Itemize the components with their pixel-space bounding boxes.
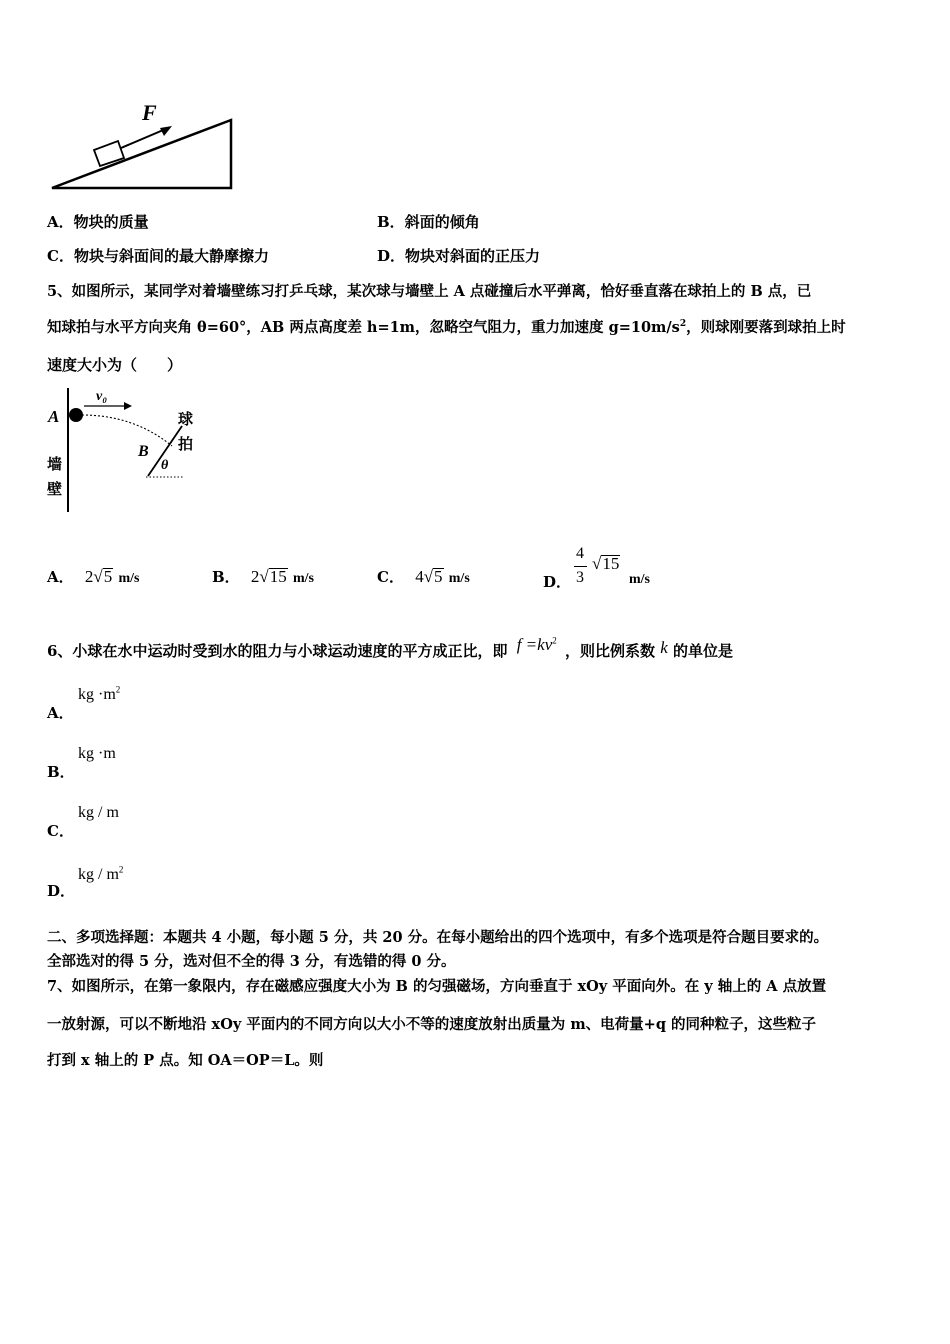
q7-line-3: 打到 x 轴上的 P 点。知 OA＝OP＝L。则 — [47, 1052, 324, 1069]
force-label: F — [142, 100, 157, 125]
option-letter: C． — [377, 568, 404, 586]
q6-text-mid: ，则比例系数 — [564, 642, 655, 660]
option-letter: B． — [47, 763, 75, 781]
option-text: 物块的质量 — [73, 213, 149, 231]
radicand: 5 — [434, 567, 443, 586]
option-letter: A． — [47, 213, 74, 231]
radicand: 15 — [269, 567, 287, 586]
option-text: 物块对斜面的正压力 — [405, 247, 541, 265]
unit-text: kg ·m — [78, 745, 116, 762]
label-v0: v₀ — [96, 389, 108, 404]
q4-option-c[interactable] — [47, 245, 269, 266]
q5-option-d-sqrt — [592, 554, 620, 574]
fraction-bar — [574, 566, 587, 567]
q5-option-d-letter[interactable]: D． — [543, 573, 572, 591]
v0-arrow-head — [124, 402, 132, 410]
q6-k: k — [660, 638, 668, 657]
unit-text: kg ·m — [78, 686, 116, 703]
option-coef: 4 — [415, 567, 424, 586]
label-theta: θ — [161, 458, 169, 473]
incline-figure — [44, 98, 244, 194]
radicand: 5 — [103, 567, 113, 586]
q6-text-pre: 6、小球在水中运动时受到水的阻力与小球运动速度的平方成正比，即 — [47, 642, 508, 660]
force-arrow-shaft — [121, 128, 168, 148]
option-unit — [78, 866, 123, 884]
ping-pong-figure — [44, 384, 204, 516]
section2-line-2: 全部选对的得 5 分，选对但不全的得 3 分，有选错的得 0 分。 — [47, 953, 456, 970]
q5-option-d-denominator: 3 — [576, 569, 584, 586]
q4-option-b[interactable] — [377, 211, 480, 232]
option-text: 斜面的倾角 — [404, 213, 480, 231]
q6-text-post: 的单位是 — [673, 642, 734, 660]
option-unit: m/s — [118, 571, 140, 586]
option-unit — [78, 745, 116, 763]
section2-line-1: 二、多项选择题：本题共 4 小题，每小题 5 分，共 20 分。在每小题给出的四个选项中，有多个选项是符合题目要求的。 — [47, 929, 829, 946]
q5-line-2 — [47, 316, 846, 337]
q5-option-d-unit: m/s — [629, 572, 650, 587]
q6-formula-sup: 2 — [552, 635, 557, 646]
trajectory — [82, 415, 172, 446]
label-b: B — [138, 443, 149, 460]
force-arrow-head — [160, 126, 172, 136]
q5-line-2-post: ，则球刚要落到球拍上时 — [686, 319, 846, 336]
label-racket-2: 拍 — [178, 435, 194, 453]
q6-formula-f: f — [516, 635, 522, 654]
option-unit: m/s — [448, 571, 470, 586]
q4-option-a[interactable] — [47, 211, 149, 232]
q5-option-c[interactable] — [377, 566, 470, 587]
q5-line-1: 5、如图所示，某同学对着墙壁练习打乒乓球，某次球与墙壁上 A 点碰撞后水平弹离，恰好垂直落在球拍上的 B 点，已 — [47, 283, 812, 300]
q7-line-1: 7、如图所示，在第一象限内，存在磁感应强度大小为 B 的匀强磁场，方向垂直于 xOy 平面向外。在 y 轴上的 A 点放置 — [47, 978, 827, 995]
label-wall-1: 墙 — [47, 455, 63, 473]
incline-triangle — [52, 120, 231, 188]
option-letter: B． — [377, 213, 405, 231]
option-letter: B． — [212, 568, 240, 586]
option-letter: A． — [47, 704, 74, 722]
label-wall-2: 壁 — [47, 480, 63, 498]
q5-option-b[interactable] — [212, 566, 314, 587]
q5-line-2-sup: 2 — [679, 319, 687, 330]
ball — [69, 408, 83, 422]
option-letter: C． — [47, 822, 74, 840]
q6-stem — [47, 635, 734, 661]
unit-sup: 2 — [115, 684, 121, 695]
radicand: 15 — [602, 554, 620, 573]
label-a: A — [48, 407, 60, 426]
q6-formula-eq: =kv — [525, 635, 553, 654]
q5-line-3: 速度大小为（ ） — [47, 356, 183, 374]
q5-option-d-numerator: 4 — [576, 545, 584, 562]
option-unit — [78, 686, 120, 704]
option-letter: D． — [377, 247, 406, 265]
sqrt-sign: √ — [259, 567, 269, 586]
q4-option-d[interactable] — [377, 245, 540, 266]
sqrt-sign: √ — [423, 567, 434, 586]
option-coef: 2 — [250, 567, 260, 586]
q6-formula — [517, 635, 561, 654]
option-letter: C． — [47, 247, 74, 265]
unit-text: kg / m — [78, 866, 119, 883]
q7-line-2: 一放射源，可以不断地沿 xOy 平面内的不同方向以大小不等的速度放射出质量为 m、电荷量+q 的同种粒子，这些粒子 — [47, 1016, 817, 1033]
sqrt-sign: √ — [93, 567, 103, 586]
option-coef: 2 — [84, 567, 94, 586]
option-letter: A． — [47, 568, 74, 586]
label-racket-1: 球 — [178, 410, 194, 428]
unit-text: kg / m — [78, 804, 119, 821]
option-letter: D． — [47, 882, 76, 900]
option-unit — [78, 804, 119, 822]
q5-line-2-pre: 知球拍与水平方向夹角 θ=60°，AB 两点高度差 h=1m，忽略空气阻力，重力加速度 g=10m/s — [47, 319, 680, 336]
option-text: 物块与斜面间的最大静摩擦力 — [73, 247, 269, 265]
sqrt-sign: √ — [592, 554, 602, 573]
option-unit: m/s — [293, 571, 314, 586]
q5-option-a[interactable] — [47, 566, 139, 587]
unit-sup: 2 — [118, 864, 124, 875]
